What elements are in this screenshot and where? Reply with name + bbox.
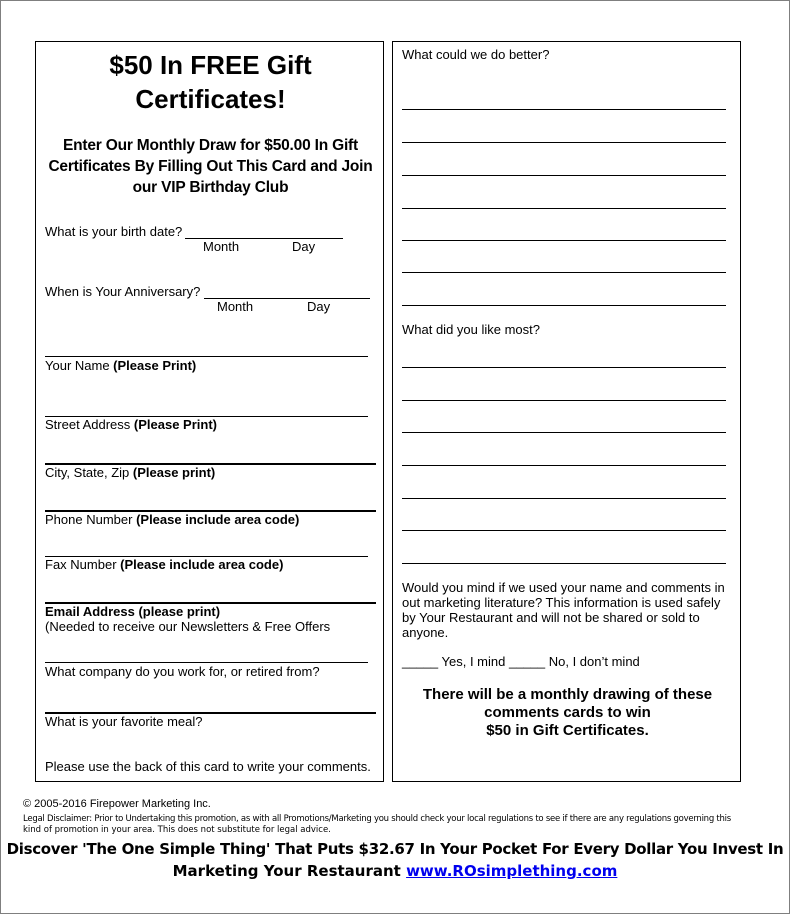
do-better-line-5[interactable] <box>402 240 726 241</box>
fax-label-text: Fax Number <box>45 557 121 572</box>
permission-line-2: out marketing literature? This information is used safely <box>402 595 721 610</box>
name-field[interactable] <box>45 356 368 357</box>
drawing-notice <box>393 686 742 740</box>
do-better-line-3[interactable] <box>402 175 726 176</box>
copyright: © 2005-2016 Firepower Marketing Inc. <box>23 798 211 810</box>
phone-label <box>45 512 299 527</box>
card-title <box>36 48 385 116</box>
do-better-line-1[interactable] <box>402 109 726 110</box>
do-better-label: What could we do better? <box>402 47 550 62</box>
drawing-line-2: comments cards to win <box>484 704 651 721</box>
liked-most-line-1[interactable] <box>402 367 726 368</box>
fax-label-note: (Please include area code) <box>120 557 284 572</box>
permission-options[interactable]: _____ Yes, I mind _____ No, I don’t mind <box>402 654 640 669</box>
permission-paragraph <box>402 580 737 640</box>
liked-most-label: What did you like most? <box>402 322 541 337</box>
promo-line-1: Discover 'The One Simple Thing' That Puts $32.67 In Your Pocket For Every Dollar You Invest In <box>6 840 784 858</box>
street-label <box>45 417 217 432</box>
title-line-2: Certificates! <box>135 84 286 114</box>
website-link[interactable]: www.ROsimplething.com <box>406 862 618 880</box>
back-of-card-note: Please use the back of this card to write your comments. <box>45 759 371 774</box>
company-label: What company do you work for, or retired from? <box>45 664 320 679</box>
drawing-line-1: There will be a monthly drawing of these <box>422 686 713 703</box>
permission-line-1: Would you mind if we used your name and comments in <box>402 580 725 595</box>
city-label-note: (Please print) <box>132 465 216 480</box>
street-label-note: (Please Print) <box>133 417 217 432</box>
subtitle-line-2: Certificates By Filling Out This Card and Join <box>48 158 373 175</box>
birth-day-label: Day <box>292 239 316 254</box>
anniversary-month-label: Month <box>217 299 254 314</box>
email-label: Email Address (please print) <box>45 604 221 619</box>
subtitle-line-3: our VIP Birthday Club <box>132 179 289 196</box>
liked-most-line-6[interactable] <box>402 530 726 531</box>
legal-line-1: Legal Disclaimer: Prior to Undertaking this promotion, as with all Promotions/Marketing you should check your local regulations to see if there are any regulations governing this <box>23 814 731 824</box>
city-label <box>45 465 215 480</box>
name-label-text: Your Name <box>45 358 114 373</box>
subtitle-line-1: Enter Our Monthly Draw for $50.00 In Gift <box>63 137 358 154</box>
street-label-text: Street Address <box>45 417 134 432</box>
drawing-line-3: $50 in Gift Certificates. <box>486 722 649 739</box>
comments-card-panel <box>392 41 741 782</box>
do-better-line-2[interactable] <box>402 142 726 143</box>
anniversary-label: When is Your Anniversary? <box>45 284 201 299</box>
legal-line-2: kind of promotion in your area. This does not substitute for legal advice. <box>23 825 331 835</box>
do-better-line-4[interactable] <box>402 208 726 209</box>
meal-label: What is your favorite meal? <box>45 714 203 729</box>
do-better-line-6[interactable] <box>402 272 726 273</box>
card-subtitle <box>36 135 385 198</box>
phone-label-note: (Please include area code) <box>136 512 300 527</box>
title-line-1: $50 In FREE Gift <box>109 50 312 80</box>
legal-disclaimer <box>23 814 773 836</box>
name-label-note: (Please Print) <box>113 358 197 373</box>
liked-most-line-3[interactable] <box>402 432 726 433</box>
fax-label <box>45 557 283 572</box>
promo-line-2 <box>0 860 790 882</box>
liked-most-line-2[interactable] <box>402 400 726 401</box>
birth-date-label: What is your birth date? <box>45 224 183 239</box>
do-better-line-7[interactable] <box>402 305 726 306</box>
company-field[interactable] <box>45 662 368 663</box>
signup-card-panel <box>35 41 384 782</box>
permission-line-4: anyone. <box>402 625 449 640</box>
anniversary-day-label: Day <box>307 299 331 314</box>
name-label <box>45 358 196 373</box>
promo-text <box>0 838 790 882</box>
permission-line-3: by Your Restaurant and will not be shared or sold to <box>402 610 700 625</box>
phone-label-text: Phone Number <box>45 512 137 527</box>
liked-most-line-4[interactable] <box>402 465 726 466</box>
liked-most-line-7[interactable] <box>402 563 726 564</box>
birth-month-label: Month <box>203 239 240 254</box>
email-note: (Needed to receive our Newsletters & Free Offers <box>45 619 331 634</box>
promo-line-2-text: Marketing Your Restaurant <box>172 862 407 880</box>
liked-most-line-5[interactable] <box>402 498 726 499</box>
city-label-text: City, State, Zip <box>45 465 133 480</box>
